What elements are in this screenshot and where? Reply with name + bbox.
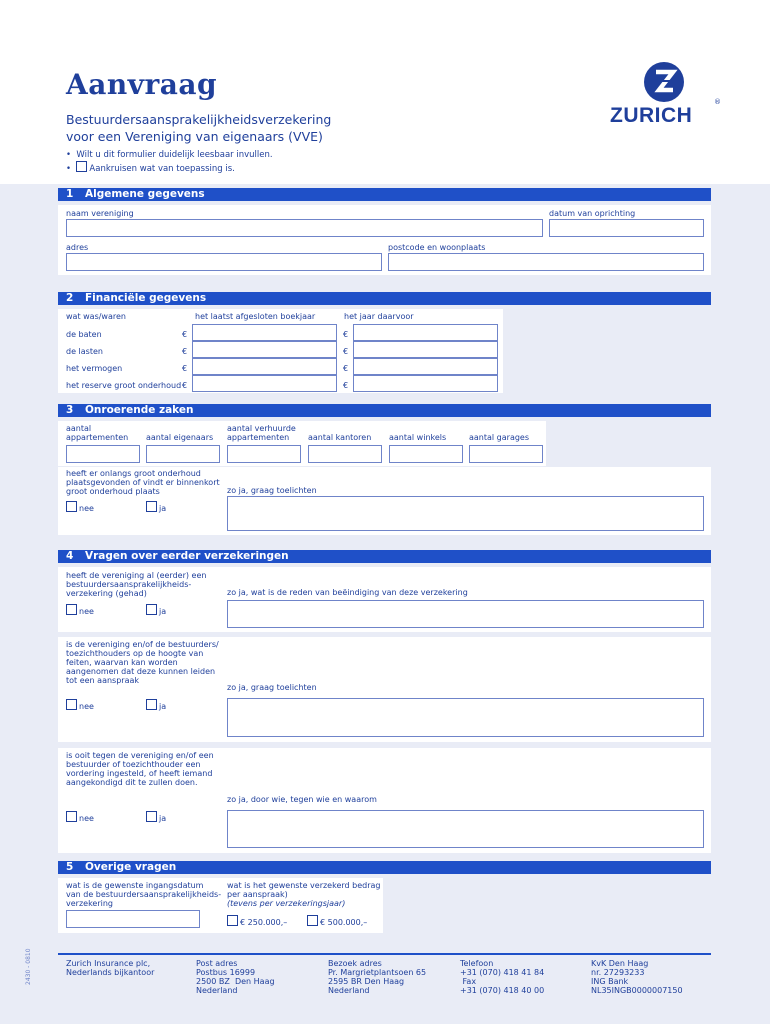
row-baten-label: de baten [66, 330, 102, 339]
q3-toelichting-input[interactable] [227, 810, 704, 848]
footer-company: Zurich Insurance plc, Nederlands bijkantoor [66, 959, 155, 977]
q2-toelichting-input[interactable] [227, 698, 704, 737]
euro-sign: € [182, 330, 188, 339]
section-1-header: 1 Algemene gegevens [58, 188, 711, 201]
q3-ja-option[interactable]: ja [146, 811, 166, 823]
instructions [66, 149, 273, 175]
q1-question: heeft de vereniging al (eerder) een bestuurdersaansprakelijkheids- verzekering (gehad) [66, 571, 207, 598]
checkbox-icon[interactable] [307, 915, 318, 926]
reserve-boekjaar-input[interactable] [192, 375, 337, 392]
form-code: 2430 - 0810 [25, 948, 32, 985]
verhuurde-input[interactable] [227, 445, 301, 463]
onderhoud-toelichting-input[interactable] [227, 496, 704, 531]
zurich-logo-text: ZURICH [610, 104, 693, 127]
eigenaars-label: aantal eigenaars [146, 433, 214, 442]
q1-follow-label: zo ja, wat is de reden van beëindiging van deze verzekering [227, 588, 468, 597]
checkbox-icon[interactable] [146, 501, 157, 512]
euro-sign: € [182, 347, 188, 356]
checkbox-icon[interactable] [66, 699, 77, 710]
vermogen-boekjaar-input[interactable] [192, 358, 337, 375]
checkbox-icon [76, 161, 87, 172]
page-title: Aanvraag [66, 68, 218, 101]
bedrag-250000-option[interactable]: € 250.000,– [227, 915, 287, 927]
q3-question: is ooit tegen de vereniging en/of een bestuurder of toezichthouder een vordering ingesteld, of heeft iemand aangekondigd dit te zullen doen. [66, 751, 214, 787]
adres-label: adres [66, 243, 89, 252]
lasten-boekjaar-input[interactable] [192, 341, 337, 358]
section-3-header: 3 Onroerende zaken [58, 404, 711, 417]
baten-boekjaar-input[interactable] [192, 324, 337, 341]
subtitle-line-2: voor een Vereniging van eigenaars (VVE) [66, 129, 323, 144]
footer-divider [58, 953, 711, 955]
verhuurde-label: aantal verhuurde appartementen [227, 424, 296, 442]
euro-sign: € [343, 364, 349, 373]
kantoren-input[interactable] [308, 445, 382, 463]
q1-ja-option[interactable]: ja [146, 604, 166, 616]
col-jaar-daarvoor-label: het jaar daarvoor [344, 312, 414, 321]
q2-ja-option[interactable]: ja [146, 699, 166, 711]
euro-sign: € [343, 330, 349, 339]
eigenaars-input[interactable] [146, 445, 220, 463]
zurich-logo-mark [644, 62, 684, 102]
checkbox-icon[interactable] [66, 501, 77, 512]
appartementen-input[interactable] [66, 445, 140, 463]
baten-vorig-jaar-input[interactable] [353, 324, 498, 341]
section-4-header: 4 Vragen over eerder verzekeringen [58, 550, 711, 563]
postcode-woonplaats-input[interactable] [388, 253, 704, 271]
ingangsdatum-input[interactable] [66, 910, 200, 928]
footer-post-adres: Post adres Postbus 16999 2500 BZ Den Haag Nederland [196, 959, 275, 995]
registered-mark: ® [714, 98, 721, 106]
postcode-label: postcode en woonplaats [388, 243, 486, 252]
garages-input[interactable] [469, 445, 543, 463]
naam-vereniging-input[interactable] [66, 219, 543, 237]
adres-input[interactable] [66, 253, 382, 271]
checkbox-icon[interactable] [146, 811, 157, 822]
q3-follow-label: zo ja, door wie, tegen wie en waarom [227, 795, 377, 804]
section-2-header: 2 Financiële gegevens [58, 292, 711, 305]
instruction-1: • Wilt u dit formulier duidelijk leesbaar invullen. [66, 150, 273, 160]
onderhoud-toelichting-label: zo ja, graag toelichten [227, 486, 317, 495]
euro-sign: € [343, 347, 349, 356]
row-vermogen-label: het vermogen [66, 364, 123, 373]
q2-nee-option[interactable]: nee [66, 699, 94, 711]
page-subtitle [66, 111, 396, 145]
appartementen-label: aantal appartementen [66, 424, 129, 442]
euro-sign: € [343, 381, 349, 390]
onderhoud-nee-option[interactable]: nee [66, 501, 94, 513]
euro-sign: € [182, 381, 188, 390]
onderhoud-question: heeft er onlangs groot onderhoud plaatsgevonden of vindt er binnenkort groot onderhoud plaats [66, 469, 220, 496]
lasten-vorig-jaar-input[interactable] [353, 341, 498, 358]
naam-label: naam vereniging [66, 209, 134, 218]
q1-nee-option[interactable]: nee [66, 604, 94, 616]
euro-sign: € [182, 364, 188, 373]
instruction-2: • Aankruisen wat van toepassing is. [66, 161, 273, 175]
q2-question: is de vereniging en/of de bestuurders/ toezichthouders op de hoogte van feiten, waarvan kan worden aangenomen dat deze kunnen leiden tot een aanspraak [66, 640, 219, 685]
q1-reden-input[interactable] [227, 600, 704, 628]
footer-bezoek-adres: Bezoek adres Pr. Margrietplantsoen 65 2595 BR Den Haag Nederland [328, 959, 427, 995]
ingangsdatum-question: wat is de gewenste ingangsdatum van de bestuurdersaansprakelijkheids- verzekering [66, 881, 222, 908]
footer-telefoon: Telefoon +31 (070) 418 41 84 Fax +31 (070) 418 40 00 [460, 959, 545, 995]
q2-follow-label: zo ja, graag toelichten [227, 683, 317, 692]
bedrag-500000-option[interactable]: € 500.000,– [307, 915, 367, 927]
verzekerd-bedrag-question: wat is het gewenste verzekerd bedrag per aanspraak) [227, 881, 381, 899]
checkbox-icon[interactable] [146, 699, 157, 710]
checkbox-icon[interactable] [66, 604, 77, 615]
checkbox-icon[interactable] [66, 811, 77, 822]
reserve-vorig-jaar-input[interactable] [353, 375, 498, 392]
subtitle-line-1: Bestuurdersaansprakelijkheidsverzekering [66, 112, 332, 127]
checkbox-icon[interactable] [146, 604, 157, 615]
section-5-header: 5 Overige vragen [58, 861, 711, 874]
checkbox-icon[interactable] [227, 915, 238, 926]
garages-label: aantal garages [469, 433, 530, 442]
datum-oprichting-input[interactable] [549, 219, 704, 237]
row-reserve-label: het reserve groot onderhoud [66, 381, 182, 390]
onderhoud-ja-option[interactable]: ja [146, 501, 166, 513]
verzekerd-bedrag-note: (tevens per verzekeringsjaar) [227, 899, 346, 908]
q3-nee-option[interactable]: nee [66, 811, 94, 823]
kantoren-label: aantal kantoren [308, 433, 372, 442]
winkels-input[interactable] [389, 445, 463, 463]
vermogen-vorig-jaar-input[interactable] [353, 358, 498, 375]
footer-kvk: KvK Den Haag nr. 27293233 ING Bank NL35INGB0000007150 [591, 959, 683, 995]
row-lasten-label: de lasten [66, 347, 103, 356]
winkels-label: aantal winkels [389, 433, 447, 442]
col-wat-label: wat was/waren [66, 312, 126, 321]
col-boekjaar-label: het laatst afgesloten boekjaar [195, 312, 316, 321]
z-icon [644, 62, 684, 102]
datum-label: datum van oprichting [549, 209, 636, 218]
